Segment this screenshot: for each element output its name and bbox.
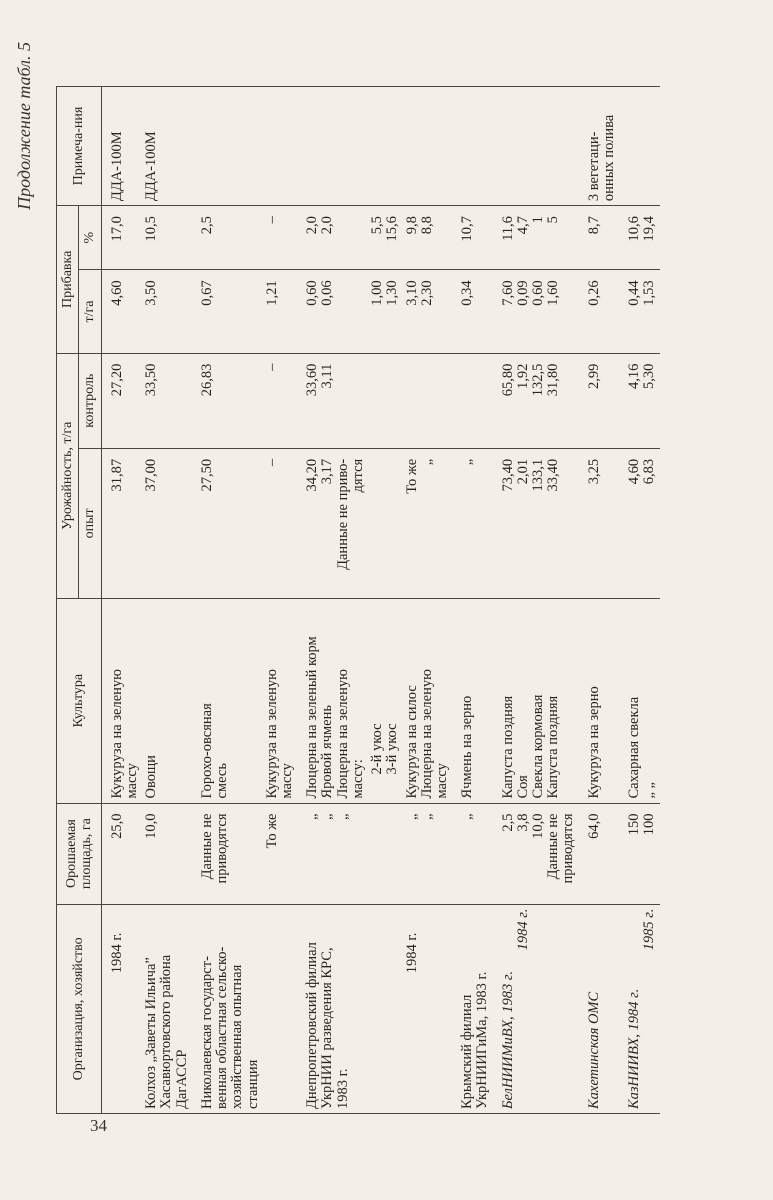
cell-yield-experiment <box>452 448 492 598</box>
cell-line: – <box>263 216 280 224</box>
cell-line: Данные не <box>198 813 215 880</box>
cell-line: „ <box>319 813 336 820</box>
cell-note <box>142 87 192 206</box>
cell-gain-percent <box>142 206 192 270</box>
cell-line: Кукуруза на силос <box>403 685 420 799</box>
cell-line: 100 <box>641 813 658 836</box>
cell-yield-control <box>368 353 402 448</box>
cell-line <box>460 364 475 444</box>
cell-line: 1,53 <box>641 280 658 306</box>
cell-crop <box>368 598 402 803</box>
cell-line: Крымский филиал <box>459 994 476 1109</box>
cell-line: ДагАССР <box>173 1049 190 1109</box>
cell-organization <box>192 904 263 1113</box>
cell-line: 15,6 <box>384 216 401 242</box>
cell-yield-control <box>452 353 492 448</box>
cell-line: венная областная сельско- <box>214 946 231 1109</box>
cell-line: Николаевская государст- <box>198 956 215 1109</box>
cell-yield-experiment <box>297 448 368 598</box>
cell-gain-t-ha <box>368 270 402 353</box>
header-org: Организация, хозяйство <box>57 904 102 1113</box>
cell-gain-t-ha <box>263 270 297 353</box>
header-gain-t: т/га <box>79 270 101 353</box>
cell-crop <box>493 598 579 803</box>
cell-crop <box>263 598 297 803</box>
cell-gain-percent <box>192 206 263 270</box>
cell-line: 27,50 <box>198 458 215 492</box>
table-row <box>142 87 192 1114</box>
cell-line: – <box>263 458 280 467</box>
cell-line: станция <box>244 1059 261 1109</box>
cell-line: 19,4 <box>641 216 658 242</box>
cell-organization <box>452 904 492 1113</box>
cell-line: 4,7 <box>514 216 531 235</box>
cell-line: 3 вегетаци- <box>585 131 602 202</box>
cell-line: 3,25 <box>585 458 602 485</box>
cell-irrigated-area <box>452 803 492 904</box>
cell-irrigated-area <box>493 803 579 904</box>
cell-line: Кахетинская ОМС <box>585 991 602 1109</box>
cell-line: 2,5 <box>499 813 516 832</box>
cell-line: 1,60 <box>545 280 562 306</box>
cell-gain-percent <box>493 206 579 270</box>
cell-note <box>297 87 368 206</box>
cell-line: массу: <box>349 759 366 799</box>
cell-line: ДДА-100М <box>108 131 125 202</box>
cell-line: „ <box>304 813 321 820</box>
table-row <box>263 87 297 1114</box>
cell-line: 0,60 <box>304 280 321 306</box>
cell-line: Капуста поздняя <box>499 695 516 799</box>
cell-gain-t-ha <box>493 270 579 353</box>
cell-line: 33,50 <box>143 363 160 397</box>
cell-line: 132,5 <box>530 363 547 397</box>
cell-line: „ <box>459 813 476 820</box>
cell-yield-experiment <box>579 448 619 598</box>
cell-line: 2-й укос <box>369 723 386 775</box>
cell-line: 3,50 <box>143 280 160 306</box>
cell-line: Ячмень на зерно <box>459 695 476 799</box>
cell-line: 10,6 <box>626 216 643 242</box>
cell-line: 31,87 <box>108 458 125 492</box>
cell-line: 2,30 <box>418 280 435 306</box>
cell-gain-percent <box>368 206 402 270</box>
cell-line: 27,20 <box>108 363 125 397</box>
cell-line: 11,6 <box>499 216 516 241</box>
cell-line: дятся <box>349 458 366 493</box>
cell-line: 4,16 <box>626 363 643 389</box>
cell-organization <box>579 904 619 1113</box>
cell-note <box>403 87 453 206</box>
cell-crop <box>192 598 263 803</box>
cell-line: БелНИИМиВХ, 1983 г. <box>499 970 516 1109</box>
cell-line: 3-й укос <box>384 723 401 775</box>
table-row <box>493 87 579 1114</box>
cell-line: 64,0 <box>585 813 602 839</box>
cell-line: онных полива <box>600 114 617 202</box>
cell-line: 33,60 <box>304 363 321 397</box>
header-yield: Урожайность, т/га <box>57 353 79 598</box>
cell-gain-t-ha <box>619 270 659 353</box>
cell-line: Люцерна на зеленую <box>334 669 351 799</box>
cell-yield-experiment <box>101 448 142 598</box>
cell-line: Соя <box>514 775 531 799</box>
cell-gain-t-ha <box>101 270 142 353</box>
cell-line: 1984 г. <box>108 932 125 974</box>
cell-line: Кукуруза на зеленую <box>108 668 125 799</box>
header-crop: Культура <box>57 598 102 803</box>
cell-line: 2,0 <box>304 216 321 235</box>
cell-gain-t-ha <box>403 270 453 353</box>
cell-irrigated-area <box>101 803 142 904</box>
cell-crop <box>452 598 492 803</box>
header-gain-pct: % <box>79 206 101 270</box>
cell-note <box>619 87 659 206</box>
cell-line: Данные не приво- <box>334 458 351 570</box>
cell-note <box>368 87 402 206</box>
cell-line: 5,30 <box>641 363 658 389</box>
cell-gain-percent <box>101 206 142 270</box>
cell-line: 3,8 <box>514 813 531 832</box>
cell-line: 0,06 <box>319 280 336 306</box>
cell-line: 1985 г. <box>641 908 658 951</box>
cell-line: 9,8 <box>403 216 420 235</box>
cell-line: ДДА-100М <box>143 131 160 202</box>
cell-line: 0,60 <box>530 280 547 306</box>
cell-line: КазНИИВХ, 1984 г. <box>626 988 643 1109</box>
cell-line: Яровой ячмень <box>319 705 336 799</box>
cell-line <box>405 364 420 444</box>
cell-organization <box>368 904 402 1113</box>
cell-yield-experiment <box>192 448 263 598</box>
cell-irrigated-area <box>368 803 402 904</box>
cell-irrigated-area <box>579 803 619 904</box>
cell-organization <box>297 904 368 1113</box>
cell-line: „ <box>418 458 435 466</box>
cell-line: 17,0 <box>108 216 125 242</box>
cell-line: 33,40 <box>545 458 562 492</box>
cell-line: 8,7 <box>585 216 602 235</box>
cell-line: хозяйственная опытная <box>229 964 246 1109</box>
cell-gain-t-ha <box>452 270 492 353</box>
cell-irrigated-area <box>297 803 368 904</box>
cell-gain-percent <box>452 206 492 270</box>
cell-line: 10,0 <box>530 813 547 839</box>
cell-line: Люцерна на зеленый корм <box>304 636 321 799</box>
cell-line: массу <box>433 763 450 799</box>
cell-yield-experiment <box>619 448 659 598</box>
cell-line: УкрНИИ разведения КРС, <box>319 947 336 1109</box>
table-row <box>101 87 142 1114</box>
cell-line: 0,44 <box>626 280 643 306</box>
cell-line: 8,8 <box>418 216 435 235</box>
cell-yield-control <box>579 353 619 448</box>
table-row <box>619 87 659 1114</box>
cell-line: Колхоз „Заветы Ильича” <box>143 957 160 1109</box>
cell-line: 150 <box>626 813 643 836</box>
cell-yield-control <box>142 353 192 448</box>
table-body <box>101 87 659 1114</box>
cell-line: 2,99 <box>585 363 602 389</box>
cell-line: 37,00 <box>143 458 160 492</box>
cell-gain-percent <box>579 206 619 270</box>
cell-irrigated-area <box>403 803 453 904</box>
cell-note <box>263 87 297 206</box>
cell-irrigated-area <box>142 803 192 904</box>
cell-yield-control <box>263 353 297 448</box>
cell-line: 5,5 <box>369 216 386 235</box>
cell-line: 7,60 <box>499 280 516 306</box>
cell-organization <box>263 904 297 1113</box>
cell-gain-t-ha <box>579 270 619 353</box>
cell-line: 0,67 <box>198 280 215 306</box>
cell-line: „ <box>418 813 435 820</box>
cell-line: 10,0 <box>143 813 160 839</box>
header-area: Орошаемая площадь, га <box>57 803 102 904</box>
cell-crop <box>619 598 659 803</box>
table-continuation-caption: Продолжение табл. 5 <box>14 42 34 210</box>
cell-line: 0,34 <box>459 280 476 306</box>
cell-line: 3,11 <box>319 363 336 389</box>
cell-yield-control <box>619 353 659 448</box>
cell-crop <box>101 598 142 803</box>
cell-line: 1,21 <box>263 280 280 306</box>
cell-line: – <box>263 363 280 371</box>
cell-yield-experiment <box>142 448 192 598</box>
cell-line: „ <box>334 813 351 820</box>
cell-organization <box>493 904 579 1113</box>
cell-line: 10,5 <box>143 216 160 242</box>
header-yield-ctrl: контроль <box>79 353 101 448</box>
header-yield-exp: опыт <box>79 448 101 598</box>
cell-gain-percent <box>263 206 297 270</box>
cell-line: То же <box>263 813 280 849</box>
cell-line: Капуста поздняя <box>545 695 562 799</box>
cell-yield-control <box>403 353 453 448</box>
cell-line: 2,01 <box>514 458 531 485</box>
cell-line: 2,0 <box>319 216 336 235</box>
cell-line: приводятся <box>560 813 577 884</box>
cell-line: массу <box>278 763 295 799</box>
cell-organization <box>619 904 659 1113</box>
cell-yield-experiment <box>493 448 579 598</box>
cell-organization <box>101 904 142 1113</box>
cell-line: УкрНИИГиМа, 1983 г. <box>474 971 491 1109</box>
cell-line: 0,26 <box>585 280 602 306</box>
cell-irrigated-area <box>192 803 263 904</box>
page-number: 34 <box>90 1116 107 1135</box>
cell-line: 26,83 <box>198 363 215 397</box>
cell-gain-t-ha <box>192 270 263 353</box>
cell-line: 31,80 <box>545 363 562 397</box>
cell-organization <box>403 904 453 1113</box>
cell-line: „ „ <box>641 782 658 799</box>
cell-yield-experiment <box>368 448 402 598</box>
table-row <box>368 87 402 1114</box>
cell-irrigated-area <box>619 803 659 904</box>
cell-line: Сахарная свекла <box>626 696 643 799</box>
table-row <box>579 87 619 1114</box>
cell-line: 1984 г. <box>514 908 531 951</box>
yield-table <box>56 86 660 1114</box>
cell-organization <box>142 904 192 1113</box>
table-row <box>297 87 368 1114</box>
cell-line: 1,00 <box>369 280 386 306</box>
cell-note <box>101 87 142 206</box>
cell-yield-experiment <box>263 448 297 598</box>
table-row <box>192 87 263 1114</box>
cell-crop <box>403 598 453 803</box>
cell-line: 3,17 <box>319 458 336 485</box>
cell-line: 133,1 <box>530 458 547 492</box>
cell-crop <box>142 598 192 803</box>
cell-line: 4,60 <box>108 280 125 306</box>
cell-line: 4,60 <box>626 458 643 485</box>
cell-line: 3,10 <box>403 280 420 306</box>
cell-line: смесь <box>214 763 231 799</box>
cell-line: 10,7 <box>459 216 476 242</box>
cell-line: 6,83 <box>641 458 658 485</box>
cell-line: 5 <box>545 216 562 224</box>
cell-note <box>452 87 492 206</box>
cell-note <box>579 87 619 206</box>
cell-line: 1983 г. <box>334 1068 351 1109</box>
cell-irrigated-area <box>263 803 297 904</box>
cell-line: 34,20 <box>304 458 321 492</box>
cell-line: „ <box>403 813 420 820</box>
cell-note <box>493 87 579 206</box>
cell-gain-percent <box>619 206 659 270</box>
cell-gain-t-ha <box>297 270 368 353</box>
cell-gain-percent <box>403 206 453 270</box>
cell-gain-t-ha <box>142 270 192 353</box>
cell-line: 1,92 <box>514 363 531 389</box>
cell-line: Данные не <box>545 813 562 880</box>
cell-line: 65,80 <box>499 363 516 397</box>
cell-line: 25,0 <box>108 813 125 839</box>
cell-line: Горохо-овсяная <box>198 703 215 799</box>
cell-line: Днепропетровский филиал <box>304 942 321 1109</box>
cell-line: массу <box>124 763 140 799</box>
cell-yield-control <box>101 353 142 448</box>
cell-line: 1,30 <box>384 280 401 306</box>
cell-line: Кукуруза на зеленую <box>263 668 280 799</box>
table-row <box>403 87 453 1114</box>
cell-gain-percent <box>297 206 368 270</box>
cell-yield-experiment <box>403 448 453 598</box>
cell-line: 73,40 <box>499 458 516 492</box>
cell-crop <box>297 598 368 803</box>
cell-line: приводятся <box>214 813 231 884</box>
cell-line: Овощи <box>143 755 160 799</box>
cell-line <box>370 364 385 444</box>
header-note: Примеча-ния <box>57 87 102 206</box>
cell-line: Хасавюртовского района <box>158 954 175 1109</box>
cell-line: 2,5 <box>198 216 215 235</box>
cell-line: Свекла кормовая <box>530 694 547 799</box>
cell-line: 0,09 <box>514 280 531 306</box>
cell-line: То же <box>403 458 420 494</box>
cell-line: Люцерна на зеленую <box>418 669 435 799</box>
cell-yield-control <box>297 353 368 448</box>
cell-crop <box>579 598 619 803</box>
table-row <box>452 87 492 1114</box>
cell-line: „ <box>459 458 476 466</box>
cell-note <box>192 87 263 206</box>
cell-yield-control <box>192 353 263 448</box>
cell-line: 1 <box>530 216 547 224</box>
table-header-row <box>57 87 79 1114</box>
cell-yield-control <box>493 353 579 448</box>
cell-line: Кукуруза на зерно <box>585 686 602 799</box>
header-gain: Прибавка <box>57 206 79 354</box>
cell-line: 1984 г. <box>403 932 420 974</box>
